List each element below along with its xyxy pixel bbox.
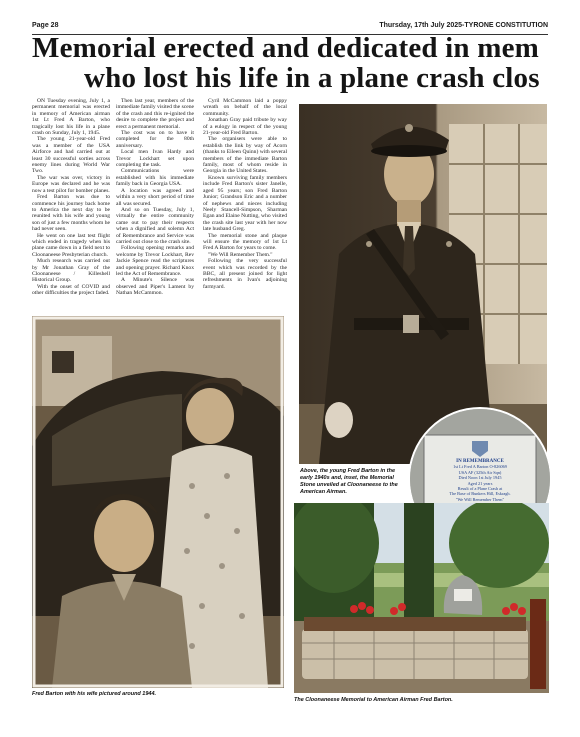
paragraph: Jonathan Gray paid tribute by way of a eulogy in respect of the young 21-year-old Fred Barton.	[203, 117, 287, 137]
caption-memorial: The Cloonaneese Memorial to American Airman Fred Barton.	[294, 697, 453, 703]
plaque-text	[426, 459, 534, 502]
paragraph: Local men Ivan Hardy and Trevor Lockhart set upon completing the task.	[116, 149, 194, 169]
paragraph: With the onset of COVID and other difficulties the project faded.	[32, 283, 110, 297]
article-column-1	[32, 98, 110, 297]
article-column-3	[203, 98, 287, 290]
paragraph: The cost was on to have it completed for the 80th anniversary.	[116, 130, 194, 149]
paragraph: Fred Barton was due to commence his journey back home to America the next day to be reunited with his wife and young son of just a few months whom he had never seen.	[32, 194, 110, 233]
paragraph: "We Will Remember Them."	[208, 251, 273, 258]
paragraph: The young 21-year-old Fred was a member of the USA Airforce and had carried out at least 30 successful sorties across enemy lines during World War Two.	[32, 136, 110, 175]
plaque-line: USA AF (325th Air Sqn)	[458, 469, 502, 475]
paragraph: The war was over, victory in Europe was declared and he was now a test pilot for bomber planes.	[32, 174, 110, 194]
paragraph: The organisers were able to establish the link by way of Acorn (thanks to Eileen Quinn) with several members of the immediate Barton family, most of whom reside in Georgia in the United States.	[203, 136, 287, 175]
plaque-line: The Base of Bunkers Hill, Eskragh.	[449, 491, 511, 497]
plaque-line: 1st Lt Fred A Barton O-826069	[453, 464, 507, 470]
plaque-line: Result of a Plane Crash at	[457, 486, 503, 492]
caption-portrait: Above, the young Fred Barton in the early 1940s and, inset, the Memorial Stone unveiled at Cloonaneese to the American Airman.	[300, 468, 398, 495]
couple-photo	[32, 316, 284, 688]
headline-line-2: who lost his life in a plane crash clos	[84, 62, 540, 94]
paragraph: And so on Tuesday, July 1, virtually the entire community came out to pay their respects when a dignified and solemn Act of Remembrance and Service was carried out close to the crash site.	[116, 206, 194, 245]
article-column-2	[116, 98, 194, 297]
issue-date-line: Thursday, 17th July 2025-TYRONE CONSTITUTION	[379, 22, 548, 29]
paragraph: Much research was carried out by Mr Jonathan Gray of the Cloonaneese / Killeshell Historical Group.	[32, 258, 110, 284]
headline-line-1: Memorial erected and dedicated in mem	[32, 32, 539, 64]
paragraph: A location was agreed and within a very short period of time all was secured.	[116, 187, 194, 207]
plaque-title: IN REMEMBRANCE	[456, 459, 504, 464]
paragraph: Known surviving family members include Fred Barton's sister Janelle, aged 95 years; son Fred Barton Junior; Grandson Eric and a number of nephews and nieces including Neely Stancell-Simpson, Sharman Egan and Elaine Nutting, who visited the crash site last year with her now late husband Greg.	[203, 174, 287, 233]
paragraph: He went on one last test flight which ended in tragedy when his plane came down in a field next to Cloonaneese Presbyterian church.	[32, 232, 110, 258]
paragraph: Then last year, members of the immediate family visited the scene of the crash and this re-ignited the desire to complete the project and erect a permanent memorial.	[116, 98, 194, 130]
caption-couple: Fred Barton with his wife pictured around 1944.	[32, 691, 157, 697]
plaque-line: Aged 21 years	[467, 480, 493, 486]
paragraph: The memorial stone and plaque will ensure the memory of 1st Lt Fred A Barton for years to come.	[203, 232, 287, 252]
couple-illustration	[32, 316, 284, 688]
page-number: Page 28	[32, 22, 59, 29]
plaque-line: "We Will Remember Them"	[455, 496, 505, 502]
plaque-line: Died Noon 1st July 1945	[458, 475, 502, 481]
paragraph: Following the very successful event which was recorded by the BBC, all present joined for light refreshments in Ivan's adjoining farmyard.	[203, 258, 287, 290]
paragraph: Communications were established with his immediate family back in Georgia USA.	[116, 168, 194, 188]
memorial-illustration	[294, 503, 549, 693]
paragraph: Following opening remarks and welcome by Trevor Lockhart, Rev Jackie Spence read the scriptures and opening prayer. Richard Knox led the Act of Remembrance.	[116, 245, 194, 277]
paragraph: ON Tuesday evening, July 1, a permanent memorial was erected in memory of American airman 1st Lt Fred A Barton, who tragically lost his life in a plane crash on Sunday, July 1, 1945.	[32, 98, 110, 137]
paragraph: Cyril McCammon laid a poppy wreath on behalf of the local community.	[203, 98, 287, 117]
memorial-photo	[294, 503, 549, 693]
paragraph: A Minute's Silence was observed and Piper's Lament by Nathan McCammon.	[116, 277, 194, 297]
headline	[32, 33, 580, 93]
